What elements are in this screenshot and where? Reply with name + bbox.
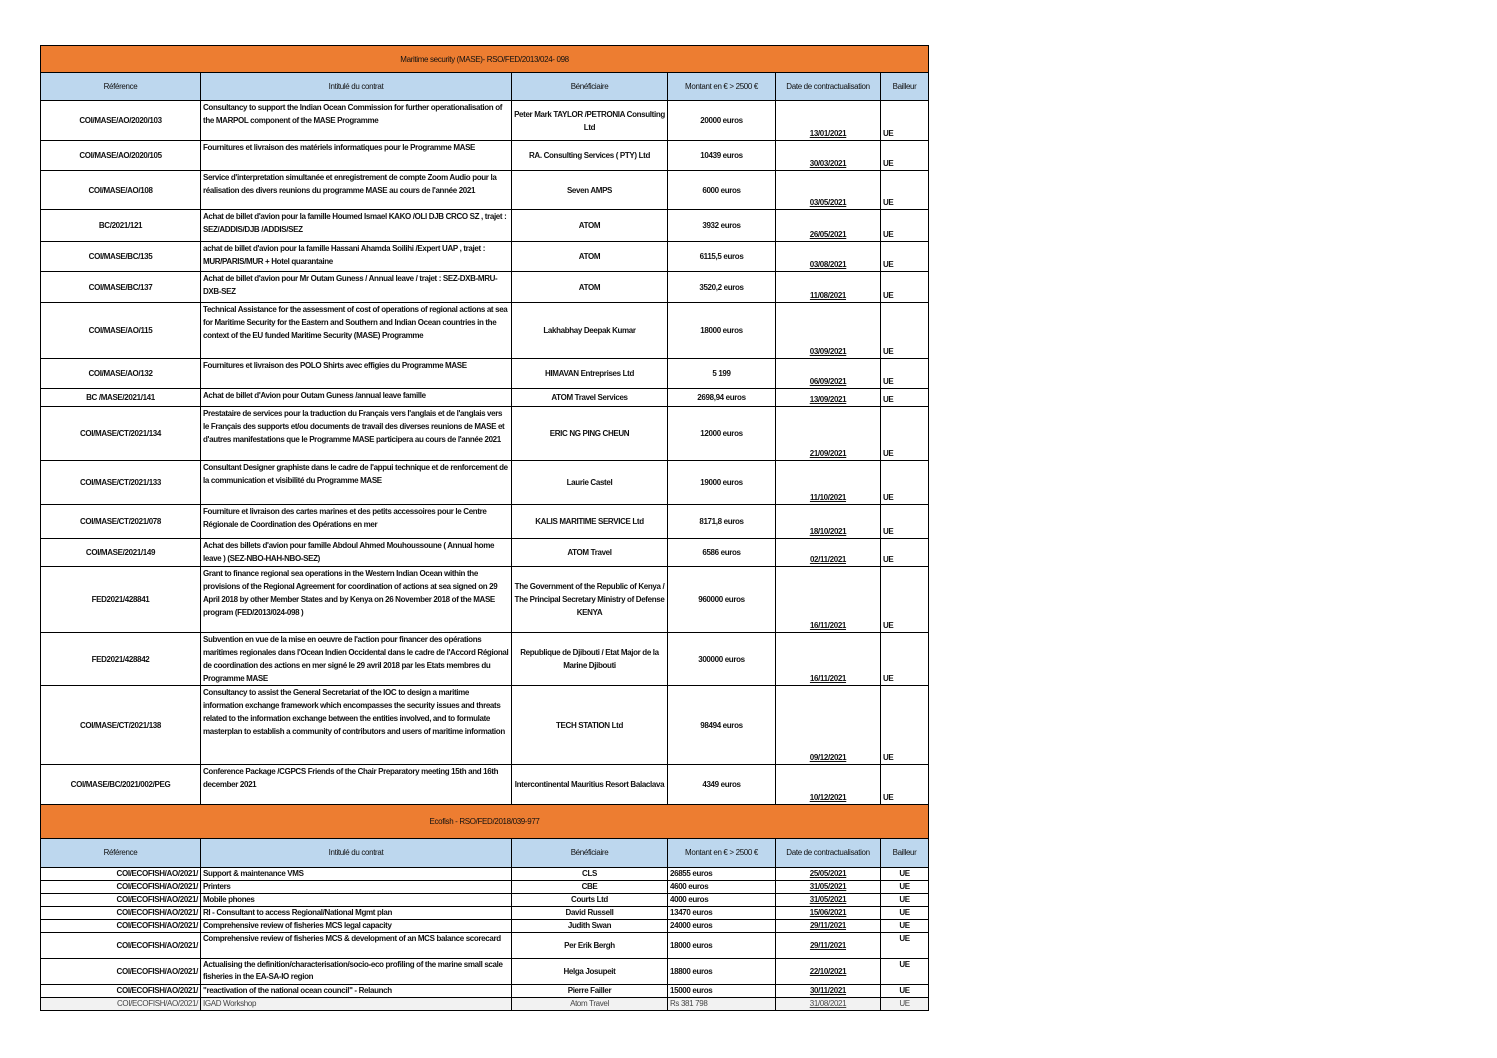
amount-cell: 4600 euros	[668, 881, 776, 894]
amount-cell: 18000 euros	[668, 933, 776, 959]
amount-cell: 12000 euros	[668, 407, 776, 461]
funder-cell: UE	[881, 567, 929, 633]
amount-cell: 18800 euros	[668, 959, 776, 985]
amount-cell: 6115,5 euros	[668, 242, 776, 272]
reference-cell: COI/MASE/BC/2021/002/PEG	[41, 765, 201, 805]
beneficiary-cell: Laurie Castel	[512, 461, 668, 505]
funder-cell: UE	[881, 539, 929, 567]
funder-cell: UE	[881, 907, 929, 920]
date-cell: 31/05/2021	[776, 881, 881, 894]
funder-cell: UE	[881, 272, 929, 303]
reference-cell: FED2021/428842	[41, 633, 201, 686]
beneficiary-cell: Pierre Failler	[512, 985, 668, 998]
reference-cell: COI/ECOFISH/AO/2021/	[41, 868, 201, 881]
table-row	[41, 359, 929, 389]
column-header-reference: Référence	[41, 839, 201, 868]
contract-title-cell: RI - Consultant to access Regional/National Mgmt plan	[201, 907, 512, 920]
funder-cell: UE	[881, 998, 929, 1011]
funder-cell: UE	[881, 389, 929, 407]
amount-cell: 3932 euros	[668, 210, 776, 242]
reference-cell: COI/MASE/2021/149	[41, 539, 201, 567]
table-row	[41, 881, 929, 894]
reference-cell: BC/2021/121	[41, 210, 201, 242]
beneficiary-cell: TECH STATION Ltd	[512, 686, 668, 765]
header-row	[41, 73, 929, 101]
beneficiary-cell: Lakhabhay Deepak Kumar	[512, 303, 668, 359]
section-title: Maritime security (MASE)- RSO/FED/2013/024- 098	[41, 46, 929, 73]
contract-title-cell: Actualising the definition/characterisation/socio-eco profiling of the marine small scale fisheries in the EA-SA-IO region	[201, 959, 512, 985]
funder-cell: UE	[881, 505, 929, 539]
date-cell: 21/09/2021	[776, 407, 881, 461]
reference-cell: COI/MASE/CT/2021/138	[41, 686, 201, 765]
table-row	[41, 539, 929, 567]
funder-cell: UE	[881, 407, 929, 461]
amount-cell: 6586 euros	[668, 539, 776, 567]
date-cell: 11/10/2021	[776, 461, 881, 505]
column-header-intitule: Intitulé du contrat	[201, 839, 512, 868]
reference-cell: COI/MASE/CT/2021/134	[41, 407, 201, 461]
column-header-montant: Montant en € > 2500 €	[668, 839, 776, 868]
reference-cell: COI/ECOFISH/AO/2021/	[41, 881, 201, 894]
amount-cell: 19000 euros	[668, 461, 776, 505]
date-cell: 29/11/2021	[776, 920, 881, 933]
beneficiary-cell: David Russell	[512, 907, 668, 920]
table-row	[41, 171, 929, 210]
section-title-row	[41, 805, 929, 839]
reference-cell: COI/MASE/AO/115	[41, 303, 201, 359]
reference-cell: FED2021/428841	[41, 567, 201, 633]
beneficiary-cell: Helga Josupeit	[512, 959, 668, 985]
contract-title-cell: IGAD Workshop	[201, 998, 512, 1011]
table-row	[41, 894, 929, 907]
beneficiary-cell: ATOM Travel	[512, 539, 668, 567]
funder-cell: UE	[881, 242, 929, 272]
table-row	[41, 407, 929, 461]
date-cell: 13/01/2021	[776, 101, 881, 141]
contract-title-cell: Service d'interpretation simultanée et enregistrement de compte Zoom Audio pour la réalisation des divers reunions du programme MASE au cours de l'année 2021	[201, 171, 512, 210]
date-cell: 30/11/2021	[776, 985, 881, 998]
reference-cell: BC /MASE/2021/141	[41, 389, 201, 407]
reference-cell: COI/MASE/AO/2020/105	[41, 141, 201, 171]
date-cell: 10/12/2021	[776, 765, 881, 805]
contract-title-cell: achat de billet d'avion pour la famille Hassani Ahamda Soilihi /Expert UAP , trajet : MUR/PARIS/MUR + Hotel quarantaine	[201, 242, 512, 272]
funder-cell: UE	[881, 101, 929, 141]
table-row	[41, 303, 929, 359]
table-row	[41, 141, 929, 171]
date-cell: 25/05/2021	[776, 868, 881, 881]
date-cell: 16/11/2021	[776, 567, 881, 633]
beneficiary-cell: ATOM	[512, 242, 668, 272]
column-header-bailleur: Bailleur	[881, 839, 929, 868]
date-cell: 06/09/2021	[776, 359, 881, 389]
beneficiary-cell: KALIS MARITIME SERVICE Ltd	[512, 505, 668, 539]
column-header-montant: Montant en € > 2500 €	[668, 73, 776, 101]
amount-cell: 300000 euros	[668, 633, 776, 686]
column-header-date: Date de contractualisation	[776, 73, 881, 101]
amount-cell: 4000 euros	[668, 894, 776, 907]
funder-cell: UE	[881, 881, 929, 894]
date-cell: 22/10/2021	[776, 959, 881, 985]
funder-cell: UE	[881, 894, 929, 907]
column-header-date: Date de contractualisation	[776, 839, 881, 868]
column-header-bailleur: Bailleur	[881, 73, 929, 101]
reference-cell: COI/ECOFISH/AO/2021/	[41, 985, 201, 998]
beneficiary-cell: Judith Swan	[512, 920, 668, 933]
funder-cell: UE	[881, 359, 929, 389]
funder-cell: UE	[881, 933, 929, 959]
table-row	[41, 933, 929, 959]
table-row	[41, 868, 929, 881]
reference-cell: COI/MASE/AO/2020/103	[41, 101, 201, 141]
amount-cell: 24000 euros	[668, 920, 776, 933]
contract-title-cell: Fourniture et livraison des cartes marines et des petits accessoires pour le Centre Régionale de Coordination des Opérations en mer	[201, 505, 512, 539]
amount-cell: 6000 euros	[668, 171, 776, 210]
amount-cell: 4349 euros	[668, 765, 776, 805]
reference-cell: COI/ECOFISH/AO/2021/	[41, 933, 201, 959]
table-row	[41, 567, 929, 633]
table-row	[41, 686, 929, 765]
amount-cell: 15000 euros	[668, 985, 776, 998]
reference-cell: COI/ECOFISH/AO/2021/	[41, 998, 201, 1011]
column-header-reference: Référence	[41, 73, 201, 101]
contract-title-cell: Grant to finance regional sea operations in the Western Indian Ocean within the provisions of the Regional Agreement for coordination of actions at sea signed on 29 April 2018 by other Member States and by Kenya on 26 November 2018 of the MASE program (FED/2013/024-098 )	[201, 567, 512, 633]
date-cell: 16/11/2021	[776, 633, 881, 686]
date-cell: 03/09/2021	[776, 303, 881, 359]
column-header-beneficiaire: Bénéficiaire	[512, 73, 668, 101]
funder-cell: UE	[881, 633, 929, 686]
beneficiary-cell: The Government of the Republic of Kenya / The Principal Secretary Ministry of Defense KENYA	[512, 567, 668, 633]
amount-cell: 2698,94 euros	[668, 389, 776, 407]
section-title-row	[41, 46, 929, 73]
contract-title-cell: "reactivation of the national ocean council" - Relaunch	[201, 985, 512, 998]
reference-cell: COI/MASE/CT/2021/078	[41, 505, 201, 539]
beneficiary-cell: ATOM	[512, 210, 668, 242]
funder-cell: UE	[881, 686, 929, 765]
beneficiary-cell: Per Erik Bergh	[512, 933, 668, 959]
contract-title-cell: Subvention en vue de la mise en oeuvre de l'action pour financer des opérations maritimes regionales dans l'Ocean Indien Occidental dans le cadre de l'Accord Régional de coordination des actions en mer signé le 29 avril 2018 par les Etats membres du Programme MASE	[201, 633, 512, 686]
funder-cell: UE	[881, 765, 929, 805]
amount-cell: 5 199	[668, 359, 776, 389]
reference-cell: COI/MASE/CT/2021/133	[41, 461, 201, 505]
beneficiary-cell: CBE	[512, 881, 668, 894]
table-row	[41, 272, 929, 303]
funder-cell: UE	[881, 868, 929, 881]
beneficiary-cell: Seven AMPS	[512, 171, 668, 210]
column-header-beneficiaire: Bénéficiaire	[512, 839, 668, 868]
beneficiary-cell: ERIC NG PING CHEUN	[512, 407, 668, 461]
beneficiary-cell: RA. Consulting Services ( PTY) Ltd	[512, 141, 668, 171]
contract-title-cell: Technical Assistance for the assessment of cost of operations of regional actions at sea for Maritime Security for the Eastern and Southern and Indian Ocean countries in the context of the EU funded Maritime Security (MASE) Programme	[201, 303, 512, 359]
date-cell: 15/06/2021	[776, 907, 881, 920]
beneficiary-cell: Courts Ltd	[512, 894, 668, 907]
table-row	[41, 210, 929, 242]
table-row	[41, 959, 929, 985]
funder-cell: UE	[881, 920, 929, 933]
contract-title-cell: Fournitures et livraison des matériels informatiques pour le Programme MASE	[201, 141, 512, 171]
beneficiary-cell: HIMAVAN Entreprises Ltd	[512, 359, 668, 389]
contract-title-cell: Consultancy to support the Indian Ocean Commission for further operationalisation of the MARPOL component of the MASE Programme	[201, 101, 512, 141]
amount-cell: 10439 euros	[668, 141, 776, 171]
contract-title-cell: Achat de billet d'Avion pour Outam Guness /annual leave famille	[201, 389, 512, 407]
contract-title-cell: Fournitures et livraison des POLO Shirts avec effigies du Programme MASE	[201, 359, 512, 389]
amount-cell: 26855 euros	[668, 868, 776, 881]
contract-title-cell: Consultancy to assist the General Secretariat of the IOC to design a maritime information exchange framework which encompasses the security issues and threats related to the information exchange between the entities involved, and to formulate masterplan to establish a community of contributors and users of maritime information	[201, 686, 512, 765]
funder-cell: UE	[881, 141, 929, 171]
contract-title-cell: Achat des billets d'avion pour famille Abdoul Ahmed Mouhoussoune ( Annual home leave ) (SEZ-NBO-HAH-NBO-SEZ)	[201, 539, 512, 567]
amount-cell: 8171,8 euros	[668, 505, 776, 539]
table-row	[41, 389, 929, 407]
beneficiary-cell: Peter Mark TAYLOR /PETRONIA Consulting Ltd	[512, 101, 668, 141]
beneficiary-cell: ATOM Travel Services	[512, 389, 668, 407]
reference-cell: COI/MASE/BC/135	[41, 242, 201, 272]
amount-cell: Rs 381 798	[668, 998, 776, 1011]
amount-cell: 98494 euros	[668, 686, 776, 765]
table-row	[41, 461, 929, 505]
amount-cell: 3520,2 euros	[668, 272, 776, 303]
reference-cell: COI/ECOFISH/AO/2021/	[41, 959, 201, 985]
contract-title-cell: Conference Package /CGPCS Friends of the Chair Preparatory meeting 15th and 16th december 2021	[201, 765, 512, 805]
table-row	[41, 985, 929, 998]
table-row	[41, 633, 929, 686]
date-cell: 26/05/2021	[776, 210, 881, 242]
column-header-intitule: Intitulé du contrat	[201, 73, 512, 101]
contract-title-cell: Printers	[201, 881, 512, 894]
reference-cell: COI/ECOFISH/AO/2021/	[41, 894, 201, 907]
amount-cell: 20000 euros	[668, 101, 776, 141]
date-cell: 03/08/2021	[776, 242, 881, 272]
date-cell: 03/05/2021	[776, 171, 881, 210]
reference-cell: COI/ECOFISH/AO/2021/	[41, 907, 201, 920]
contracts-table	[40, 45, 929, 1011]
contract-title-cell: Prestataire de services pour la traduction du Français vers l'anglais et de l'anglais vers le Français des supports et/ou documents de travail des diverses reunions de MASE et d'autres manifestations que le Programme MASE participera au cours de l'année 2021	[201, 407, 512, 461]
table-row	[41, 765, 929, 805]
contract-title-cell: Comprehensive review of fisheries MCS & development of an MCS balance scorecard	[201, 933, 512, 959]
reference-cell: COI/ECOFISH/AO/2021/	[41, 920, 201, 933]
funder-cell: UE	[881, 171, 929, 210]
funder-cell: UE	[881, 985, 929, 998]
amount-cell: 960000 euros	[668, 567, 776, 633]
table-row	[41, 920, 929, 933]
reference-cell: COI/MASE/AO/108	[41, 171, 201, 210]
beneficiary-cell: Atom Travel	[512, 998, 668, 1011]
reference-cell: COI/MASE/BC/137	[41, 272, 201, 303]
table-row	[41, 907, 929, 920]
table-row	[41, 998, 929, 1011]
contract-title-cell: Comprehensive review of fisheries MCS legal capacity	[201, 920, 512, 933]
date-cell: 31/05/2021	[776, 894, 881, 907]
section-title: Ecofish - RSO/FED/2018/039-977	[41, 805, 929, 839]
contract-title-cell: Mobile phones	[201, 894, 512, 907]
funder-cell: UE	[881, 461, 929, 505]
contract-title-cell: Support & maintenance VMS	[201, 868, 512, 881]
table-row	[41, 242, 929, 272]
funder-cell: UE	[881, 210, 929, 242]
table-row	[41, 101, 929, 141]
contract-title-cell: Achat de billet d'avion pour la famille Houmed Ismael KAKO /OLI DJB CRCO SZ , trajet : SEZ/ADDIS/DJB /ADDIS/SEZ	[201, 210, 512, 242]
date-cell: 02/11/2021	[776, 539, 881, 567]
date-cell: 09/12/2021	[776, 686, 881, 765]
date-cell: 30/03/2021	[776, 141, 881, 171]
reference-cell: COI/MASE/AO/132	[41, 359, 201, 389]
table-row	[41, 505, 929, 539]
beneficiary-cell: Intercontinental Mauritius Resort Balaclava	[512, 765, 668, 805]
contract-title-cell: Consultant Designer graphiste dans le cadre de l'appui technique et de renforcement de la communication et visibilité du Programme MASE	[201, 461, 512, 505]
beneficiary-cell: ATOM	[512, 272, 668, 303]
beneficiary-cell: CLS	[512, 868, 668, 881]
beneficiary-cell: Republique de Djibouti / Etat Major de la Marine Djibouti	[512, 633, 668, 686]
amount-cell: 18000 euros	[668, 303, 776, 359]
date-cell: 11/08/2021	[776, 272, 881, 303]
date-cell: 29/11/2021	[776, 933, 881, 959]
date-cell: 13/09/2021	[776, 389, 881, 407]
header-row	[41, 839, 929, 868]
funder-cell: UE	[881, 959, 929, 985]
funder-cell: UE	[881, 303, 929, 359]
date-cell: 31/08/2021	[776, 998, 881, 1011]
date-cell: 18/10/2021	[776, 505, 881, 539]
contract-title-cell: Achat de billet d'avion pour Mr Outam Guness / Annual leave / trajet : SEZ-DXB-MRU-DXB-SEZ	[201, 272, 512, 303]
amount-cell: 13470 euros	[668, 907, 776, 920]
